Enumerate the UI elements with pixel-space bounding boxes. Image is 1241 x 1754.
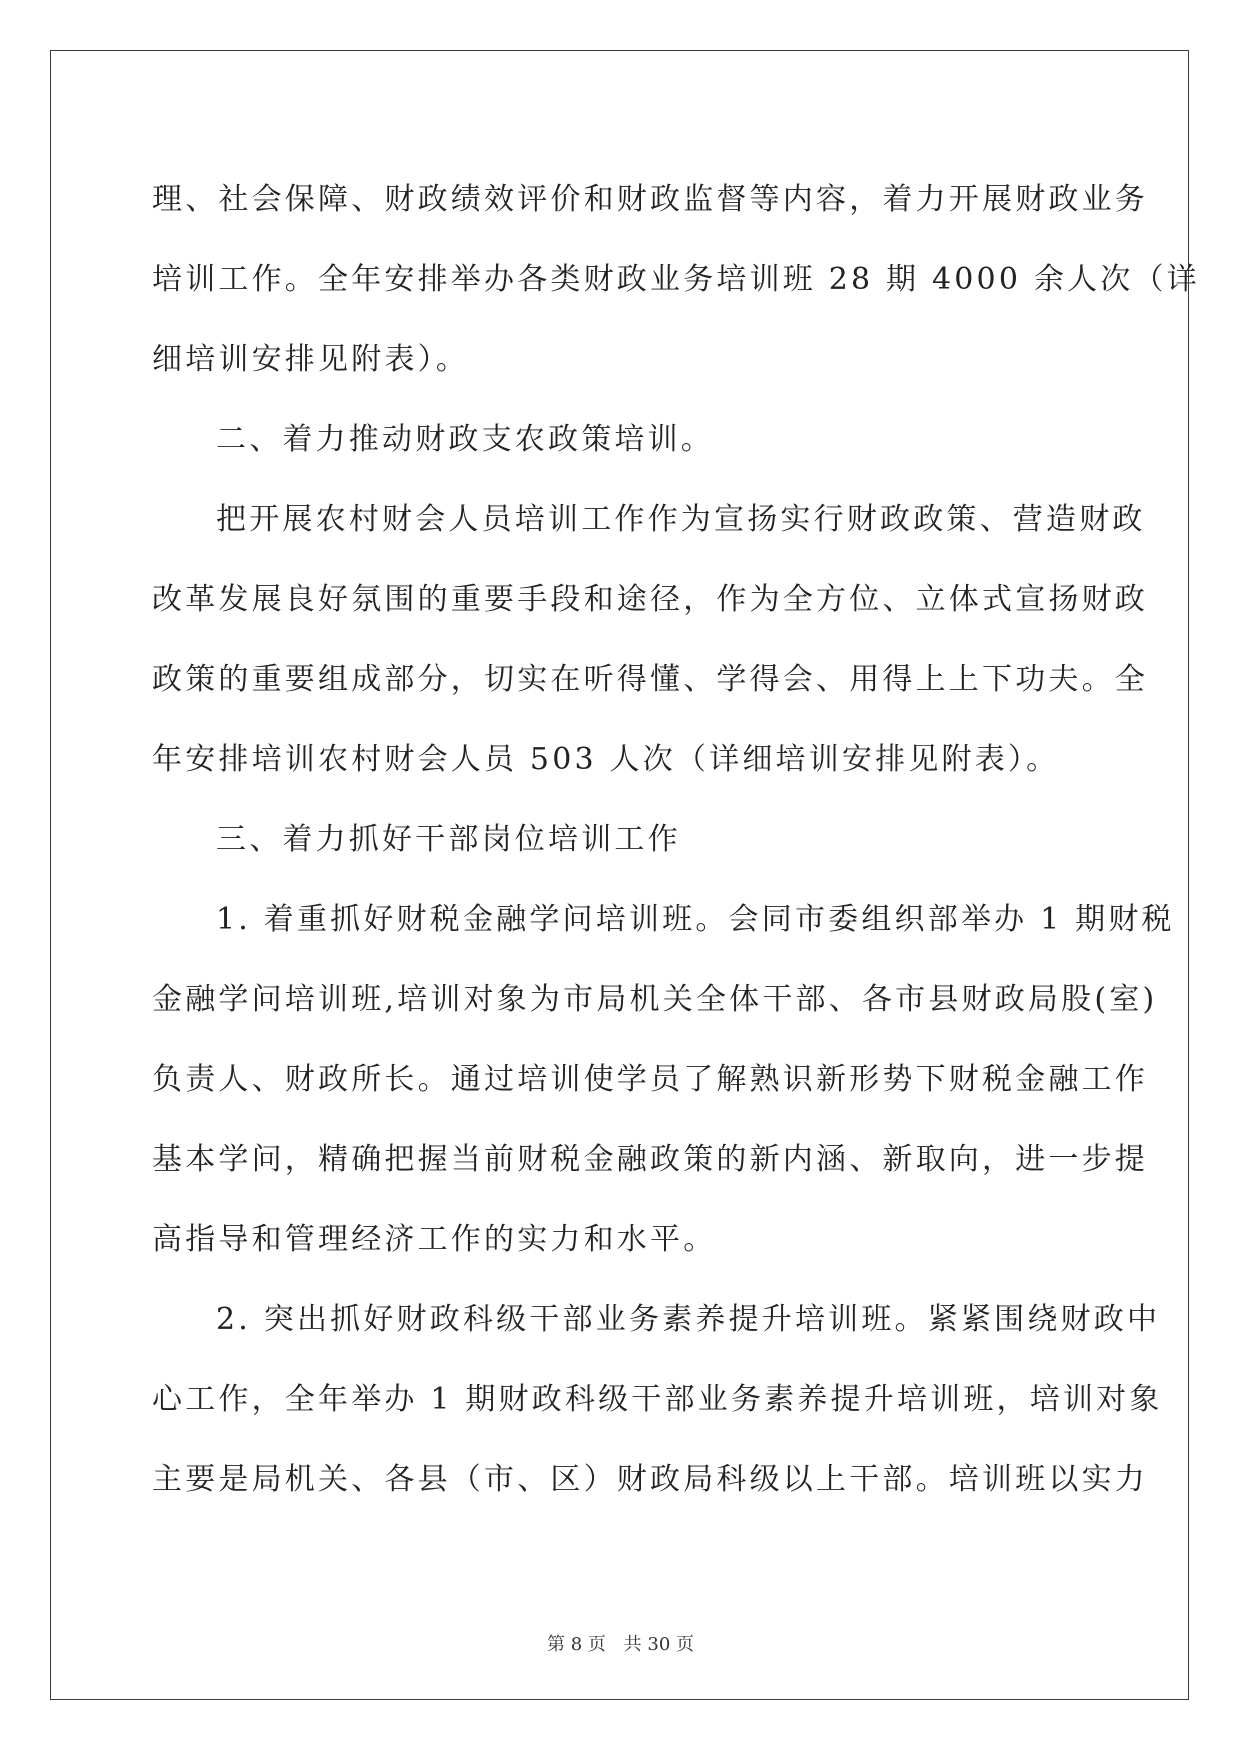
text-line: 高指导和管理经济工作的实力和水平。 xyxy=(152,1222,717,1257)
current-page-label: 第 8 页 xyxy=(547,1634,606,1655)
section-heading: 二、着力推动财政支农政策培训。 xyxy=(216,422,714,457)
text-line: 金融学问培训班,培训对象为市局机关全体干部、各市县财政局股(室) xyxy=(152,982,1158,1017)
text-line: 年安排培训农村财会人员 503 人次（详细培训安排见附表）。 xyxy=(152,742,1060,777)
text-line: 心工作，全年举办 1 期财政科级干部业务素养提升培训班，培训对象 xyxy=(152,1382,1163,1417)
text-line: 基本学问，精确把握当前财税金融政策的新内涵、新取向，进一步提 xyxy=(152,1142,1148,1177)
text-line: 主要是局机关、各县（市、区）财政局科级以上干部。培训班以实力 xyxy=(152,1462,1148,1497)
text-line: 改革发展良好氛围的重要手段和途径，作为全方位、立体式宣扬财政 xyxy=(152,582,1148,617)
total-pages-label: 共 30 页 xyxy=(623,1634,694,1655)
text-line: 细培训安排见附表）。 xyxy=(152,342,469,377)
section-heading: 三、着力抓好干部岗位培训工作 xyxy=(216,822,681,857)
text-line: 培训工作。全年安排举办各类财政业务培训班 28 期 4000 余人次（详 xyxy=(152,262,1200,297)
text-line: 政策的重要组成部分，切实在听得懂、学得会、用得上上下功夫。全 xyxy=(152,662,1148,697)
document-body xyxy=(152,160,1200,1520)
page-footer xyxy=(0,1630,1241,1656)
text-line: 2. 突出抓好财政科级干部业务素养提升培训班。紧紧围绕财政中 xyxy=(216,1302,1161,1337)
text-line: 负责人、财政所长。通过培训使学员了解熟识新形势下财税金融工作 xyxy=(152,1062,1148,1097)
text-line: 1. 着重抓好财税金融学问培训班。会同市委组织部举办 1 期财税 xyxy=(216,902,1175,937)
text-line: 理、社会保障、财政绩效评价和财政监督等内容，着力开展财政业务 xyxy=(152,182,1148,217)
text-line: 把开展农村财会人员培训工作作为宣扬实行财政政策、营造财政 xyxy=(216,502,1146,537)
